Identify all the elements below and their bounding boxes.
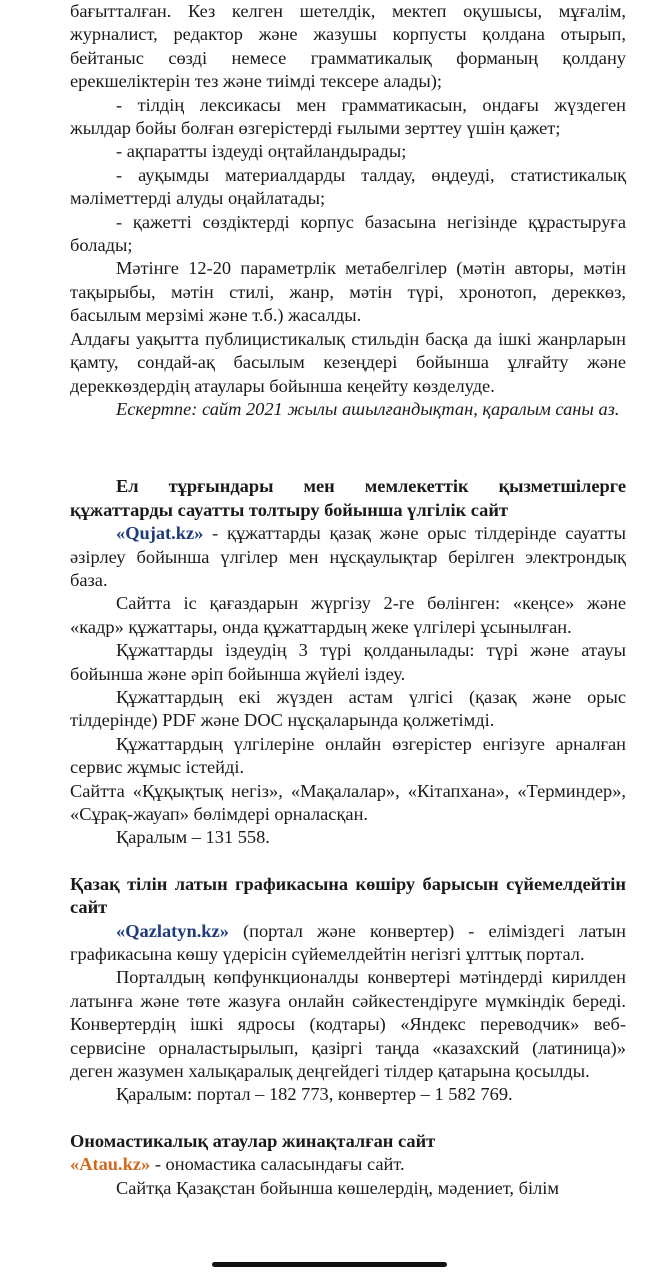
- link-qazlatyn-kz[interactable]: «Qazlatyn.kz»: [116, 920, 229, 941]
- paragraph-qujat-templates: Құжаттардың екі жүзден астам үлгісі (қазақ және орыс тілдерінде) PDF және DOC нұсқаларында қолжетімді.: [70, 686, 626, 731]
- paragraph-intro-continued: бағытталған. Кез келген шетелдік, мектеп оқушысы, мұғалім, журналист, редактор және жазушы корпусты қолдана отырып, бейтаныс сөзді немесе грамматикалық форманың қолдану ерекшеліктерін тез және тиімді тексере алады);: [70, 1, 626, 92]
- paragraph-qujat-divisions: Сайтта «Құқықтық негіз», «Мақалалар», «Кітапхана», «Терминдер», «Сұрақ-жауап» бөлімдері орналасқан.: [70, 780, 626, 824]
- link-atau-kz[interactable]: «Atau.kz»: [70, 1154, 151, 1175]
- section-heading-qazlatyn: Қазақ тілін латын графикасына көшіру барысын сүйемелдейтін сайт: [70, 873, 626, 918]
- paragraph-atau-intro: [70, 1153, 626, 1176]
- qazlatyn-views: Қаралым: портал – 182 773, конвертер – 1 582 769.: [116, 1084, 513, 1105]
- link-qujat-kz[interactable]: «Qujat.kz»: [116, 523, 204, 544]
- paragraph-qujat-search: Құжаттарды іздеудің 3 түрі қолданылады: түрі және атауы бойынша және әріп бойынша жүйелі іздеу.: [70, 640, 626, 684]
- qazlatyn-description: (портал және конвертер) - еліміздегі латын графикасына көшу үдерісін сүйемелдейтін негізгі ұлттық портал.: [70, 920, 626, 965]
- note-paragraph: Ескертпе: сайт 2021 жылы ашылғандықтан, қаралым саны аз.: [116, 398, 620, 419]
- section-heading-atau: Ономастикалық атаулар жинақталған сайт: [70, 1130, 436, 1151]
- paragraph-qazlatyn-intro: [70, 920, 626, 967]
- section-spacer: [70, 850, 626, 873]
- bullet-dictionaries: - қажетті сөздіктерді корпус базасына негізінде құрастыруға болады;: [70, 211, 626, 256]
- paragraph-qujat-sections: Сайтта іс қағаздарын жүргізу 2-ге бөлінген: «кеңсе» және «кадр» құжаттары, онда құжаттардың жеке үлгілері ұсынылған.: [70, 593, 626, 637]
- bullet-research: - тілдің лексикасы мен грамматикасын, ондағы жүздеген жылдар бойы болған өзгерістерді ғылыми зерттеу үшін қажет;: [70, 94, 626, 139]
- section-heading-qujat: Ел тұрғындары мен мемлекеттік қызметшілерге құжаттарды сауатты толтыру бойынша үлгілік сайт: [70, 476, 626, 520]
- section-spacer: [70, 421, 626, 475]
- home-indicator-bar[interactable]: [212, 1262, 447, 1267]
- qujat-views: Қаралым – 131 558.: [116, 827, 270, 848]
- atau-description: - ономастика саласындағы сайт.: [150, 1154, 405, 1175]
- paragraph-qazlatyn-converter: Порталдың көпфункционалды конвертері мәтіндерді кирилден латынға және төте жазуға онлайн сәйкестендіруге мүмкіндік береді. Конвертердің ішкі ядросы (кодтары) «Яндекс переводчик» веб-сервисіне орналастырылып, қазіргі таңда «казахский (латиница)» деген жазумен халықаралық деңгейдегі тілдер қатарына қосылды.: [70, 967, 626, 1082]
- paragraph-qujat-service: Құжаттардың үлгілеріне онлайн өзгерістер енгізуге арналған сервис жұмыс істейді.: [70, 733, 626, 778]
- bullet-search: - ақпаратты іздеуді оңтайландырады;: [116, 141, 407, 162]
- paragraph-qujat-intro: [70, 522, 626, 592]
- section-spacer: [70, 1107, 626, 1130]
- document-page: [70, 0, 626, 1280]
- paragraph-future-plans: Алдағы уақытта публицистикалық стильдін басқа да ішкі жанрларын қамту, сондай-ақ басылым кезеңдері бойынша ұлғайту және дереккөздердің атаулары бойынша кеңейту көзделуде.: [70, 328, 626, 396]
- bullet-analysis: - ауқымды материалдарды талдау, өңдеуді, статистикалық мәліметтерді алуды оңайлатады;: [70, 164, 626, 209]
- paragraph-atau-content: Сайтқа Қазақстан бойынша көшелердің, мәдениет, білім: [116, 1177, 559, 1198]
- paragraph-metatags: Мәтінге 12-20 параметрлік метабелгілер (мәтін авторы, мәтін тақырыбы, мәтін стилі, жанр, мәтін түрі, хронотоп, дереккөз, басылым мерзімі және т.б.) жасалды.: [70, 258, 626, 326]
- qujat-description: - құжаттарды қазақ және орыс тілдерінде сауатты әзірлеу бойынша үлгілер мен нұсқаулықтар берілген электрондық база.: [70, 523, 626, 590]
